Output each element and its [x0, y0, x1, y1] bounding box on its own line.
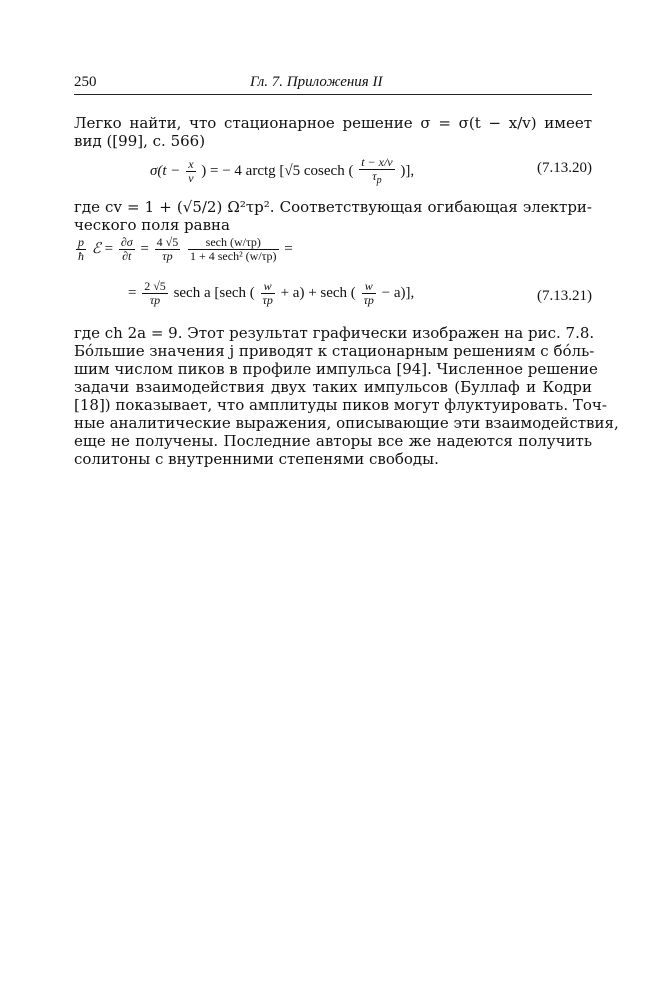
eq21-w-num-a: w: [261, 280, 275, 294]
eq20-rhs-num: t − x/v: [361, 155, 393, 169]
page-number: 250: [74, 74, 97, 90]
eq21-tail: − a)],: [381, 284, 415, 301]
eq21-dsigma: ∂σ: [120, 235, 133, 249]
eq20-rhs-a: ) = − 4 arctg [√5 cosech (: [201, 162, 354, 179]
eq21-line2-body-text: sech a [sech (: [173, 284, 255, 301]
eq21-dsigma-dt: [119, 236, 135, 263]
eq20-rhs-b: )],: [400, 162, 415, 179]
eq21-coef1-den: τp: [162, 249, 173, 263]
paragraph3-line5: [18]) показывает, что амплитуды пиков могут флуктуировать. Точ-: [74, 396, 607, 414]
paragraph2-line2: ческого поля равна: [74, 216, 230, 234]
eq20-rhs-den: [359, 170, 394, 187]
eq21-eq1: =: [104, 240, 114, 257]
eq21-eq2: =: [140, 240, 149, 257]
paragraph3-line6: ные аналитические выражения, описывающие эти взаимодействия,: [74, 414, 619, 432]
page-header: [74, 74, 592, 95]
equation-number-7-13-20: (7.13.20): [537, 160, 592, 176]
running-head: Гл. 7. Приложения II: [250, 74, 383, 90]
equation-7-13-20: [74, 152, 592, 186]
paragraph1-line1: Легко найти, что стационарное решение σ = σ(t − x/v) имеет: [74, 114, 592, 132]
eq21-w-den-a: τp: [262, 293, 273, 307]
paragraph3-line7: еще не получены. Последние авторы все же надеются получить: [74, 432, 592, 450]
eq21-sech-num: sech (w/τp): [188, 236, 279, 250]
eq21-w-frac-a: [261, 280, 275, 307]
eq21-coef2-num: 2 √5: [144, 279, 166, 293]
equation-7-13-21-line2: [74, 280, 592, 316]
eq21-line1-body: [74, 236, 293, 263]
eq21-coef2: [142, 280, 168, 307]
eq20-rhs-den-sub: p: [376, 175, 382, 186]
eq21-sech-den: 1 + 4 sech² (w/τp): [189, 249, 277, 263]
eq21-eq3: =: [284, 240, 293, 257]
paragraph3-line3: шим числом пиков в профиле импульса [94]. Численное решение: [74, 360, 598, 378]
eq21-p-over-h: [76, 236, 86, 263]
eq21-script-e: ℰ: [91, 240, 101, 257]
eq21-line2-body: [128, 280, 414, 307]
eq20-rhs-den-tau: τ: [372, 169, 377, 183]
paragraph3-line2: Бóльшие значения j приводят к стационарным решениям с бóль-: [74, 342, 595, 360]
eq21-mid: + a) + sech (: [280, 284, 356, 301]
paragraph1-line2: вид ([99], с. 566): [74, 132, 206, 150]
eq21-sech-fraction: [188, 236, 279, 263]
paragraph3-line4: задачи взаимодействия двух таких импульсов (Буллаф и Кодри: [74, 378, 592, 396]
eq20-lhs-den: v: [188, 171, 194, 185]
eq20-rhs-fraction: [359, 156, 394, 187]
equation-7-13-20-body: [150, 156, 414, 187]
eq21-coef1-num: 4 √5: [156, 235, 179, 249]
paragraph3-line1: где ch 2a = 9. Этот результат графически изображен на рис. 7.8.: [74, 324, 595, 342]
eq20-lhs-fraction: [186, 158, 195, 185]
paragraph2-line1: где cv = 1 + (√5/2) Ω²τp². Соответствующая огибающая электри-: [74, 198, 592, 216]
eq21-w-num-b: w: [362, 280, 376, 294]
paragraph3-line8: солитоны с внутренними степенями свободы.: [74, 450, 439, 468]
eq21-coef2-den: τp: [149, 293, 161, 307]
eq21-h: ħ: [78, 249, 84, 263]
eq20-lhs: σ(t −: [150, 162, 181, 179]
eq21-w-frac-b: [362, 280, 376, 307]
eq21-dt: ∂t: [122, 249, 132, 263]
eq21-w-den-b: τp: [363, 293, 374, 307]
equation-7-13-21-line1: [74, 236, 592, 272]
eq21-coef1: [155, 236, 181, 263]
eq21-line2-prefix: =: [128, 284, 137, 301]
equation-number-7-13-21: (7.13.21): [537, 288, 592, 304]
eq20-lhs-num: x: [188, 157, 194, 171]
eq21-p: p: [78, 235, 84, 249]
